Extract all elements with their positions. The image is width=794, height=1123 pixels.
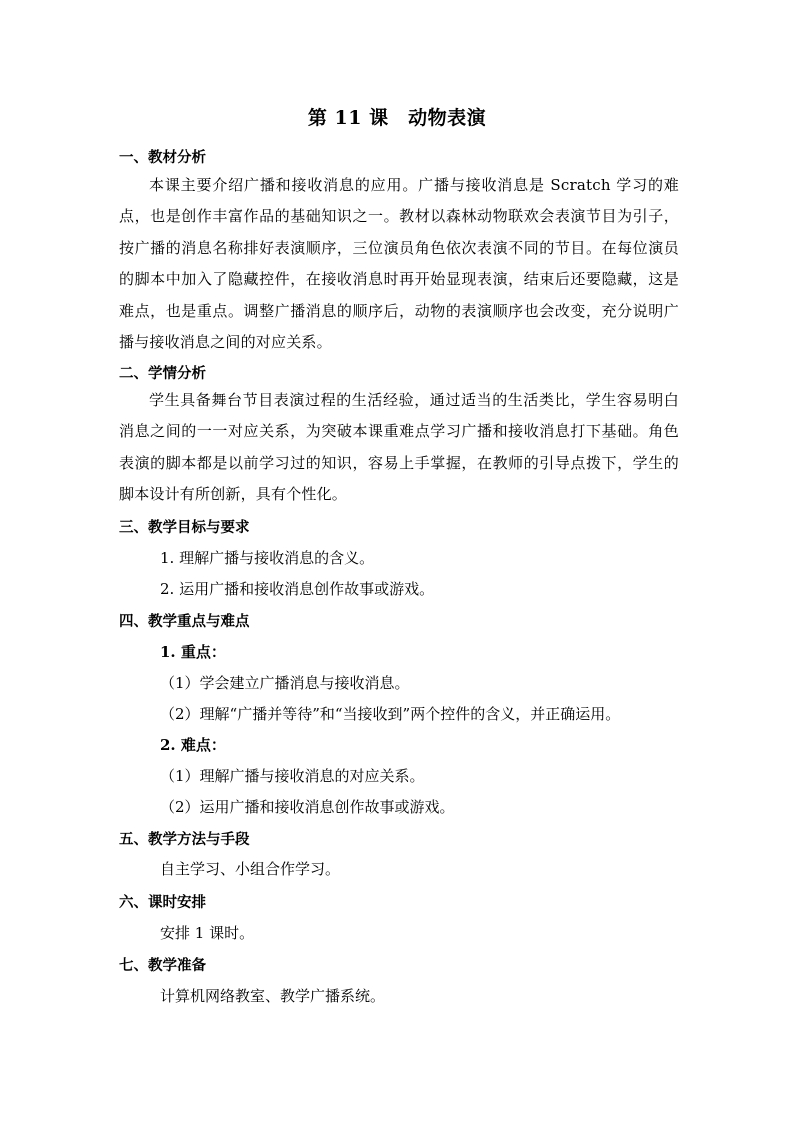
schedule-text: 安排 1 课时。 <box>160 924 255 942</box>
difficult-point-item-1: （1）理解广播与接收消息的对应关系。 <box>160 767 425 785</box>
difficult-points-label: 2. 难点： <box>160 736 226 754</box>
objective-item-2: 2. 运用广播和接收消息创作故事或游戏。 <box>160 580 435 598</box>
section-heading-objectives: 三、教学目标与要求 <box>119 519 250 536</box>
lesson-title: 第 11 课 动物表演 <box>307 107 487 129</box>
paragraph-textbook-analysis: 本课主要介绍广播和接收消息的应用。广播与接收消息是 Scratch 学习的难点，也是创作丰富作品的基础知识之一。教材以森林动物联欢会表演节目为引子，按广播的消息名称排好表演顺序，三位演员角色依次表演不同的节目。在每位演员的脚本中加入了隐藏控件，在接收消息时再开始显现表演，结束后还要隐藏，这是难点，也是重点。调整广播消息的顺序后，动物的表演顺序也会改变，充分说明广播与接收消息之间的对应关系。 <box>119 176 679 352</box>
objective-item-1: 1. 理解广播与接收消息的含义。 <box>160 549 375 567</box>
key-point-item-1: （1）学会建立广播消息与接收消息。 <box>160 674 410 692</box>
section-heading-key-difficult: 四、教学重点与难点 <box>119 613 250 630</box>
key-points-label: 1. 重点： <box>160 643 226 661</box>
key-point-item-2: （2）理解“广播并等待”和“当接收到”两个控件的含义，并正确运用。 <box>160 705 621 723</box>
methods-text: 自主学习、小组合作学习。 <box>160 860 341 878</box>
paragraph-student-analysis: 学生具备舞台节目表演过程的生活经验，通过适当的生活类比，学生容易明白消息之间的一一对应关系，为突破本课重难点学习广播和接收消息打下基础。角色表演的脚本都是以前学习过的知识，容易上手掌握，在教师的引导点拨下，学生的脚本设计有所创新，具有个性化。 <box>119 391 679 504</box>
section-heading-schedule: 六、课时安排 <box>119 894 206 911</box>
section-heading-preparation: 七、教学准备 <box>119 957 206 974</box>
section-heading-student-analysis: 二、学情分析 <box>119 365 206 382</box>
difficult-point-item-2: （2）运用广播和接收消息创作故事或游戏。 <box>160 798 455 816</box>
section-heading-methods: 五、教学方法与手段 <box>119 831 250 848</box>
preparation-text: 计算机网络教室、教学广播系统。 <box>160 987 386 1005</box>
section-heading-textbook-analysis: 一、教材分析 <box>119 149 206 166</box>
